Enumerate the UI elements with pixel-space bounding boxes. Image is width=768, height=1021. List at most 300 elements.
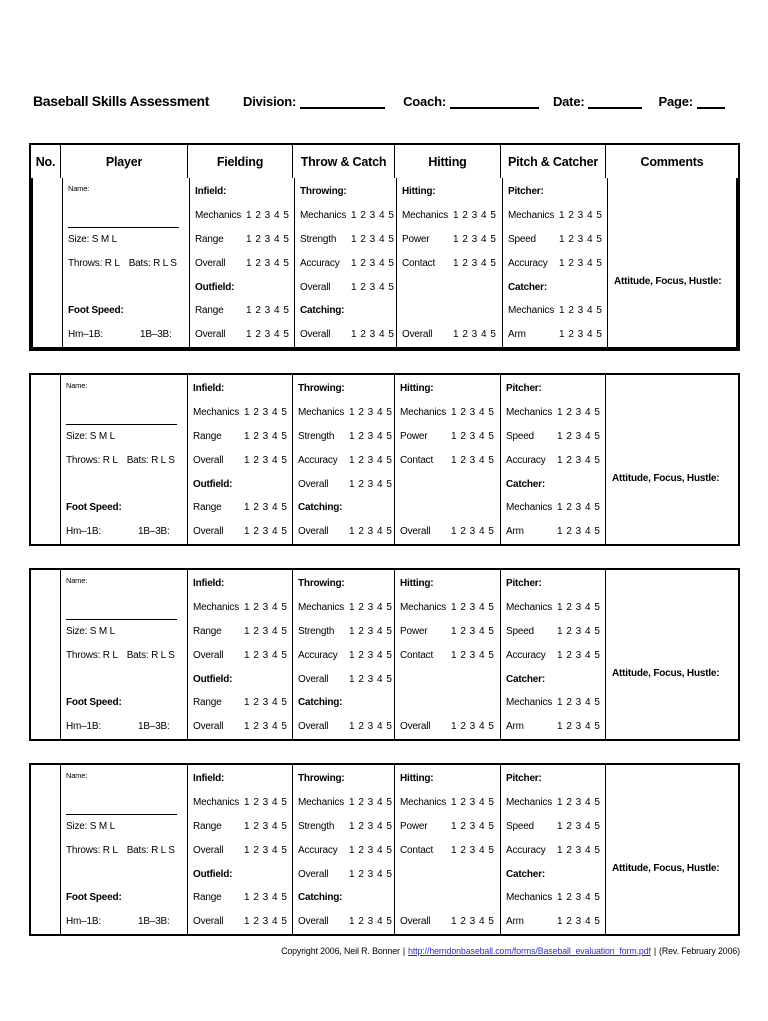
rating-label: Mechanics	[400, 407, 446, 419]
rating-label: Overall	[298, 478, 329, 490]
home-to-first-label: Hm–1B:	[68, 329, 103, 341]
player-number-cell	[33, 178, 63, 347]
rating-scale: 1 2 3 4 5	[349, 602, 393, 614]
rating-scale: 1 2 3 4 5	[557, 797, 601, 809]
rating-scale: 1 2 3 4 5	[349, 430, 393, 442]
comments-prompt: Attitude, Focus, Hustle:	[612, 668, 720, 679]
infield-overall-row	[195, 251, 291, 275]
throwing-strength-row	[298, 425, 391, 449]
throwing-accuracy-row	[298, 448, 391, 472]
throwing-mechanics-row	[298, 401, 391, 425]
throws-label: Throws: R L	[68, 257, 120, 269]
spacer-row	[400, 667, 497, 691]
home-to-first-label: Hm–1B:	[66, 916, 101, 928]
pitcher-speed-row	[506, 620, 602, 644]
pitcher-mechanics-row	[506, 401, 602, 425]
throwing-accuracy-row	[298, 643, 391, 667]
pitcher-accuracy-row	[506, 448, 602, 472]
throws-label: Throws: R L	[66, 454, 118, 466]
pitcher-heading: Pitcher:	[506, 773, 542, 785]
home-to-first-label: Hm–1B:	[66, 721, 101, 733]
rating-scale: 1 2 3 4 5	[451, 820, 495, 832]
rating-scale: 1 2 3 4 5	[349, 721, 393, 733]
pitcher-speed-row	[508, 228, 604, 252]
rating-label: Power	[402, 233, 430, 245]
rating-label: Overall	[400, 526, 431, 538]
rating-scale: 1 2 3 4 5	[557, 430, 601, 442]
player-cell	[61, 570, 188, 739]
rating-label: Range	[195, 305, 224, 317]
name-label: Name:	[68, 184, 90, 193]
rating-scale: 1 2 3 4 5	[349, 916, 393, 928]
rating-scale: 1 2 3 4 5	[559, 257, 603, 269]
throwing-strength-row	[300, 228, 393, 252]
rating-label: Range	[195, 233, 224, 245]
rating-scale: 1 2 3 4 5	[349, 673, 393, 685]
rating-scale: 1 2 3 4 5	[451, 430, 495, 442]
catching-overall-row	[298, 715, 391, 739]
rating-scale: 1 2 3 4 5	[244, 916, 288, 928]
run-times-row	[66, 715, 184, 739]
throws-label: Throws: R L	[66, 649, 118, 661]
rating-label: Range	[193, 820, 222, 832]
home-to-first-label: Hm–1B:	[66, 526, 101, 538]
infield-heading: Infield:	[193, 578, 225, 590]
rating-scale: 1 2 3 4 5	[557, 892, 601, 904]
size-label: Size: S M L	[66, 820, 115, 832]
rating-label: Mechanics	[193, 407, 239, 419]
comments-cell	[606, 765, 738, 934]
hitting-cell	[395, 375, 501, 544]
run-times-row	[68, 323, 186, 347]
catching-heading: Catching:	[300, 305, 345, 317]
column-header-throw-catch: Throw & Catch	[293, 145, 395, 178]
rating-label: Mechanics	[300, 210, 346, 222]
pitch-catcher-cell	[501, 765, 606, 934]
outfield-heading: Outfield:	[193, 673, 233, 685]
throwing-accuracy-row	[300, 251, 393, 275]
throwing-strength-row	[298, 815, 391, 839]
comments-prompt: Attitude, Focus, Hustle:	[612, 863, 720, 874]
name-fill-line	[66, 791, 177, 815]
footer-separator: |	[653, 946, 657, 956]
rating-scale: 1 2 3 4 5	[351, 233, 395, 245]
pitcher-heading: Pitcher:	[506, 383, 542, 395]
hitting-contact-row	[400, 448, 497, 472]
rating-label: Overall	[298, 673, 329, 685]
bats-label: Bats: R L S	[126, 649, 175, 661]
throw-catch-cell	[295, 178, 397, 347]
coach-label: Coach:	[403, 94, 446, 109]
spacer-row	[400, 862, 497, 886]
form-title: Baseball Skills Assessment	[33, 93, 210, 109]
infield-range-row	[193, 425, 289, 449]
rating-scale: 1 2 3 4 5	[244, 649, 288, 661]
rating-label: Overall	[193, 844, 224, 856]
outfield-range-row	[193, 496, 289, 520]
catcher-heading: Catcher:	[506, 868, 545, 880]
rating-label: Overall	[193, 526, 224, 538]
rating-label: Overall	[193, 916, 224, 928]
pitcher-mechanics-row	[508, 204, 604, 228]
rating-label: Mechanics	[298, 602, 344, 614]
player-block-4	[29, 763, 740, 936]
rating-label: Overall	[298, 916, 329, 928]
rating-label: Accuracy	[298, 649, 338, 661]
throw-catch-cell	[293, 765, 395, 934]
hitting-power-row	[402, 228, 499, 252]
rating-label: Mechanics	[506, 502, 552, 514]
rating-scale: 1 2 3 4 5	[349, 478, 393, 490]
throwing-overall-row	[298, 472, 391, 496]
throws-bats-row	[66, 838, 184, 862]
rating-label: Mechanics	[195, 210, 241, 222]
outfield-heading: Outfield:	[193, 478, 233, 490]
rating-label: Overall	[193, 649, 224, 661]
hitting-cell	[395, 570, 501, 739]
date-field	[553, 94, 643, 109]
infield-mechanics-row	[195, 204, 291, 228]
hitting-overall-row	[402, 323, 499, 347]
hitting-mechanics-row	[400, 791, 497, 815]
foot-speed-label: Foot Speed:	[66, 892, 122, 904]
hitting-heading: Hitting:	[400, 383, 434, 395]
name-label: Name:	[66, 771, 88, 780]
outfield-range-row	[195, 299, 291, 323]
catching-overall-row	[298, 910, 391, 934]
rating-label: Overall	[298, 868, 329, 880]
outfield-range-row	[193, 691, 289, 715]
infield-overall-row	[193, 448, 289, 472]
pitch-catcher-cell	[501, 375, 606, 544]
name-fill-line	[66, 401, 177, 425]
rating-label: Range	[193, 697, 222, 709]
rating-label: Mechanics	[298, 797, 344, 809]
pitcher-mechanics-row	[506, 596, 602, 620]
fielding-cell	[188, 765, 293, 934]
rating-label: Arm	[508, 329, 526, 341]
throwing-overall-row	[300, 275, 393, 299]
infield-mechanics-row	[193, 401, 289, 425]
fielding-cell	[188, 570, 293, 739]
infield-heading: Infield:	[195, 186, 227, 198]
size-label: Size: S M L	[66, 625, 115, 637]
name-fill-line	[68, 204, 179, 228]
rating-label: Speed	[506, 430, 534, 442]
rating-label: Arm	[506, 916, 524, 928]
size-label: Size: S M L	[68, 233, 117, 245]
infield-overall-row	[193, 643, 289, 667]
first-to-third-label: 1B–3B:	[140, 329, 172, 341]
rating-scale: 1 2 3 4 5	[349, 820, 393, 832]
name-fill-line	[66, 596, 177, 620]
infield-mechanics-row	[193, 596, 289, 620]
throws-bats-row	[68, 251, 186, 275]
catching-heading: Catching:	[298, 502, 343, 514]
hitting-power-row	[400, 425, 497, 449]
column-header-pitch-catcher: Pitch & Catcher	[501, 145, 606, 178]
rating-scale: 1 2 3 4 5	[557, 526, 601, 538]
rating-label: Mechanics	[298, 407, 344, 419]
rating-label: Mechanics	[506, 892, 552, 904]
rating-scale: 1 2 3 4 5	[244, 454, 288, 466]
rating-scale: 1 2 3 4 5	[557, 820, 601, 832]
division-label: Division:	[243, 94, 297, 109]
rating-scale: 1 2 3 4 5	[451, 602, 495, 614]
rating-scale: 1 2 3 4 5	[244, 430, 288, 442]
rating-label: Overall	[400, 916, 431, 928]
player-cell	[61, 765, 188, 934]
pitcher-accuracy-row	[506, 838, 602, 862]
rating-scale: 1 2 3 4 5	[244, 892, 288, 904]
throwing-heading: Throwing:	[298, 578, 345, 590]
rating-label: Mechanics	[508, 305, 554, 317]
date-label: Date:	[552, 94, 585, 109]
run-times-row	[66, 910, 184, 934]
hitting-mechanics-row	[402, 204, 499, 228]
spacer-row	[66, 472, 184, 496]
comments-prompt: Attitude, Focus, Hustle:	[612, 473, 720, 484]
infield-overall-row	[193, 838, 289, 862]
rating-label: Accuracy	[506, 649, 546, 661]
hitting-power-row	[400, 815, 497, 839]
hitting-cell	[395, 765, 501, 934]
rating-scale: 1 2 3 4 5	[349, 454, 393, 466]
fielding-cell	[188, 375, 293, 544]
rating-scale: 1 2 3 4 5	[244, 697, 288, 709]
pitcher-heading: Pitcher:	[506, 578, 542, 590]
comments-prompt: Attitude, Focus, Hustle:	[614, 276, 722, 287]
rating-scale: 1 2 3 4 5	[349, 797, 393, 809]
pitch-catcher-cell	[503, 178, 608, 347]
rating-label: Range	[193, 502, 222, 514]
page-footer	[0, 946, 740, 956]
throw-catch-cell	[293, 570, 395, 739]
throwing-overall-row	[298, 667, 391, 691]
rating-scale: 1 2 3 4 5	[349, 407, 393, 419]
catcher-mechanics-row	[506, 496, 602, 520]
rating-label: Strength	[298, 820, 335, 832]
name-label: Name:	[66, 576, 88, 585]
rating-label: Mechanics	[402, 210, 448, 222]
rating-scale: 1 2 3 4 5	[557, 697, 601, 709]
throwing-mechanics-row	[298, 596, 391, 620]
rating-scale: 1 2 3 4 5	[244, 797, 288, 809]
rating-scale: 1 2 3 4 5	[244, 625, 288, 637]
hitting-heading: Hitting:	[400, 578, 434, 590]
hitting-contact-row	[400, 838, 497, 862]
page-fill-line	[697, 96, 725, 109]
spacer-row	[400, 472, 497, 496]
rating-label: Power	[400, 820, 428, 832]
copyright-text: Copyright 2006, Neil R. Bonner	[281, 946, 400, 956]
throw-catch-cell	[293, 375, 395, 544]
rating-scale: 1 2 3 4 5	[559, 233, 603, 245]
outfield-overall-row	[193, 520, 289, 544]
outfield-heading: Outfield:	[195, 281, 235, 293]
player-number-cell	[31, 765, 61, 934]
page-label: Page:	[658, 94, 693, 109]
spacer-row	[400, 496, 497, 520]
rating-label: Mechanics	[506, 697, 552, 709]
catcher-mechanics-row	[506, 691, 602, 715]
rating-scale: 1 2 3 4 5	[453, 329, 497, 341]
rating-label: Strength	[298, 625, 335, 637]
bats-label: Bats: R L S	[128, 257, 177, 269]
player-evaluation-row	[33, 178, 736, 347]
foot-speed-label: Foot Speed:	[68, 305, 124, 317]
page-field	[658, 94, 724, 109]
spacer-row	[68, 275, 186, 299]
rating-label: Mechanics	[506, 407, 552, 419]
throws-bats-row	[66, 448, 184, 472]
spacer-row	[402, 275, 499, 299]
rating-label: Overall	[195, 329, 226, 341]
catcher-mechanics-row	[508, 299, 604, 323]
assessment-table	[29, 143, 740, 936]
throws-bats-row	[66, 643, 184, 667]
player-number-cell	[31, 570, 61, 739]
rating-scale: 1 2 3 4 5	[451, 649, 495, 661]
first-to-third-label: 1B–3B:	[138, 526, 170, 538]
rating-scale: 1 2 3 4 5	[559, 210, 603, 222]
foot-speed-label: Foot Speed:	[66, 502, 122, 514]
rating-label: Overall	[195, 257, 226, 269]
rating-scale: 1 2 3 4 5	[451, 454, 495, 466]
hitting-heading: Hitting:	[402, 186, 436, 198]
division-field	[243, 94, 385, 109]
column-header-player: Player	[61, 145, 188, 178]
pitcher-heading: Pitcher:	[508, 186, 544, 198]
hitting-overall-row	[400, 910, 497, 934]
hitting-power-row	[400, 620, 497, 644]
infield-heading: Infield:	[193, 383, 225, 395]
rating-scale: 1 2 3 4 5	[557, 454, 601, 466]
catching-heading: Catching:	[298, 892, 343, 904]
comments-cell	[606, 570, 738, 739]
rating-scale: 1 2 3 4 5	[349, 649, 393, 661]
rating-label: Overall	[300, 329, 331, 341]
column-header-comments: Comments	[640, 154, 704, 169]
rating-label: Accuracy	[506, 454, 546, 466]
rating-label: Mechanics	[400, 797, 446, 809]
throwing-accuracy-row	[298, 838, 391, 862]
outfield-range-row	[193, 886, 289, 910]
rating-label: Accuracy	[300, 257, 340, 269]
rating-scale: 1 2 3 4 5	[557, 602, 601, 614]
rating-label: Arm	[506, 721, 524, 733]
rating-scale: 1 2 3 4 5	[451, 916, 495, 928]
comments-cell	[608, 178, 736, 347]
rating-label: Range	[193, 430, 222, 442]
rating-label: Overall	[298, 526, 329, 538]
rating-label: Overall	[400, 721, 431, 733]
spacer-row	[400, 886, 497, 910]
rating-label: Mechanics	[193, 797, 239, 809]
rating-scale: 1 2 3 4 5	[351, 257, 395, 269]
rating-label: Contact	[400, 844, 434, 856]
catching-overall-row	[300, 323, 393, 347]
spacer-row	[400, 691, 497, 715]
rating-label: Range	[193, 892, 222, 904]
throwing-heading: Throwing:	[298, 773, 345, 785]
catcher-heading: Catcher:	[506, 673, 545, 685]
hitting-mechanics-row	[400, 596, 497, 620]
rating-scale: 1 2 3 4 5	[246, 329, 290, 341]
rating-label: Speed	[508, 233, 536, 245]
rating-scale: 1 2 3 4 5	[244, 526, 288, 538]
hitting-contact-row	[402, 251, 499, 275]
rating-label: Overall	[298, 721, 329, 733]
infield-range-row	[195, 228, 291, 252]
rating-scale: 1 2 3 4 5	[559, 329, 603, 341]
catcher-arm-row	[508, 323, 604, 347]
throwing-heading: Throwing:	[300, 186, 347, 198]
rating-scale: 1 2 3 4 5	[451, 526, 495, 538]
column-header-no: No.	[31, 145, 61, 178]
name-label: Name:	[66, 381, 88, 390]
column-header-row	[31, 145, 738, 178]
rating-label: Power	[400, 430, 428, 442]
revision-text: (Rev. February 2006)	[659, 946, 740, 956]
rating-scale: 1 2 3 4 5	[351, 329, 395, 341]
bats-label: Bats: R L S	[126, 454, 175, 466]
throwing-mechanics-row	[300, 204, 393, 228]
outfield-overall-row	[193, 715, 289, 739]
rating-label: Speed	[506, 625, 534, 637]
spacer-row	[66, 667, 184, 691]
hitting-mechanics-row	[400, 401, 497, 425]
throws-label: Throws: R L	[66, 844, 118, 856]
rating-scale: 1 2 3 4 5	[557, 844, 601, 856]
column-header-fielding: Fielding	[188, 145, 293, 178]
first-to-third-label: 1B–3B:	[138, 916, 170, 928]
rating-scale: 1 2 3 4 5	[244, 721, 288, 733]
coach-fill-line	[450, 96, 539, 109]
rating-scale: 1 2 3 4 5	[557, 625, 601, 637]
rating-scale: 1 2 3 4 5	[349, 625, 393, 637]
rating-scale: 1 2 3 4 5	[351, 281, 395, 293]
hitting-contact-row	[400, 643, 497, 667]
catcher-mechanics-row	[506, 886, 602, 910]
rating-scale: 1 2 3 4 5	[246, 210, 290, 222]
rating-scale: 1 2 3 4 5	[349, 526, 393, 538]
catcher-arm-row	[506, 520, 602, 544]
rating-label: Speed	[506, 820, 534, 832]
rating-label: Mechanics	[400, 602, 446, 614]
hitting-overall-row	[400, 520, 497, 544]
fielding-cell	[190, 178, 295, 347]
form-url-link[interactable]: http://herndonbaseball.com/forms/Baseball_evaluation_form.pdf	[408, 946, 651, 956]
size-label: Size: S M L	[66, 430, 115, 442]
rating-scale: 1 2 3 4 5	[451, 797, 495, 809]
player-evaluation-row	[31, 375, 738, 544]
player-block-1	[31, 178, 738, 349]
form-header	[33, 93, 725, 109]
infield-range-row	[193, 815, 289, 839]
catching-heading: Catching:	[298, 697, 343, 709]
rating-label: Mechanics	[508, 210, 554, 222]
division-fill-line	[300, 96, 385, 109]
rating-scale: 1 2 3 4 5	[451, 407, 495, 419]
rating-label: Power	[400, 625, 428, 637]
rating-scale: 1 2 3 4 5	[453, 257, 497, 269]
spacer-row	[402, 299, 499, 323]
run-times-row	[66, 520, 184, 544]
rating-scale: 1 2 3 4 5	[246, 305, 290, 317]
bats-label: Bats: R L S	[126, 844, 175, 856]
rating-scale: 1 2 3 4 5	[244, 844, 288, 856]
